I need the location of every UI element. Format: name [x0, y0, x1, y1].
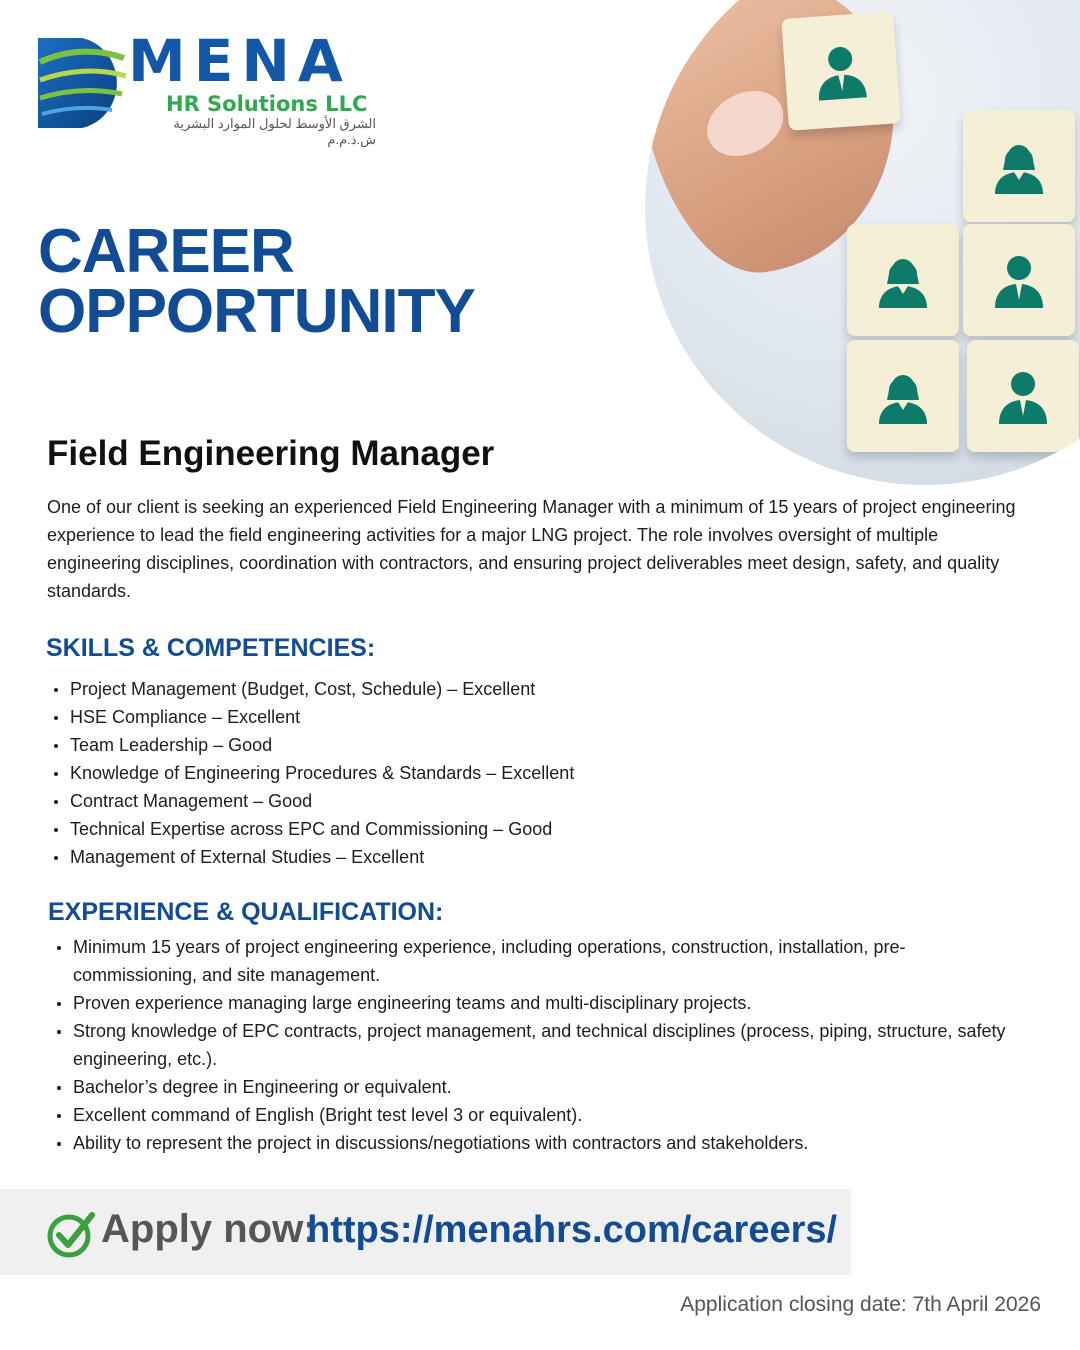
- experience-list: [51, 933, 1011, 1157]
- list-item: Bachelor’s degree in Engineering or equivalent.: [51, 1073, 1011, 1101]
- person-block: [963, 110, 1075, 222]
- list-item: Contract Management – Good: [48, 787, 748, 815]
- list-item: Project Management (Budget, Cost, Schedule) – Excellent: [48, 675, 748, 703]
- person-icon: [991, 364, 1055, 428]
- person-icon: [871, 364, 935, 428]
- skills-heading: SKILLS & COMPETENCIES:: [46, 634, 376, 662]
- list-item: Management of External Studies – Excellent: [48, 843, 748, 871]
- person-block: [781, 11, 901, 131]
- list-item: Team Leadership – Good: [48, 731, 748, 759]
- person-icon: [807, 37, 875, 105]
- company-logo: [36, 27, 376, 147]
- list-item: Proven experience managing large engineering teams and multi-disciplinary projects.: [51, 989, 1011, 1017]
- list-item: Technical Expertise across EPC and Commissioning – Good: [48, 815, 748, 843]
- check-circle-icon: [46, 1209, 96, 1259]
- person-block: [963, 224, 1075, 336]
- headline-line-1: CAREER: [38, 217, 294, 286]
- job-intro: One of our client is seeking an experienced Field Engineering Manager with a minimum of 15 years of project engineering experience to lead the field engineering activities for a major LNG project. The role involves oversight of multiple engineering disciplines, coordination with contractors, and ensuring project deliverables meet design, safety, and quality standards.: [47, 497, 1016, 601]
- globe-logo-icon: [36, 36, 128, 130]
- person-block: [847, 340, 959, 452]
- list-item: Strong knowledge of EPC contracts, project management, and technical disciplines (process, piping, structure, safety engineering, etc.).: [51, 1017, 1011, 1073]
- person-block: [847, 224, 959, 336]
- hero-photo: [645, 0, 1080, 485]
- list-item: Knowledge of Engineering Procedures & Standards – Excellent: [48, 759, 748, 787]
- list-item: HSE Compliance – Excellent: [48, 703, 748, 731]
- headline-line-2: OPPORTUNITY: [38, 277, 475, 346]
- closing-date: Application closing date: 7th April 2026: [680, 1293, 1041, 1316]
- apply-banner: [0, 1189, 851, 1275]
- job-title: Field Engineering Manager: [47, 434, 495, 473]
- person-block: [967, 340, 1079, 452]
- page-headline: [38, 217, 598, 346]
- list-item: Excellent command of English (Bright test level 3 or equivalent).: [51, 1101, 1011, 1129]
- skills-list: [48, 675, 748, 871]
- apply-link[interactable]: https://menahrs.com/careers/: [307, 1209, 838, 1251]
- list-item: Minimum 15 years of project engineering experience, including operations, construction, installation, pre-commissioning, and site management.: [51, 933, 1011, 989]
- person-icon: [987, 134, 1051, 198]
- list-item: Ability to represent the project in discussions/negotiations with contractors and stakeholders.: [51, 1129, 1011, 1157]
- experience-heading: EXPERIENCE & QUALIFICATION:: [48, 898, 444, 926]
- person-icon: [871, 248, 935, 312]
- person-icon: [987, 248, 1051, 312]
- logo-arabic-tagline: الشرق الأوسط لحلول الموارد البشرية ش.ذ.م.م: [173, 116, 376, 147]
- apply-label: Apply now:: [101, 1207, 317, 1251]
- logo-subtitle: HR Solutions LLC: [166, 92, 368, 116]
- logo-wordmark: MENA: [128, 27, 351, 95]
